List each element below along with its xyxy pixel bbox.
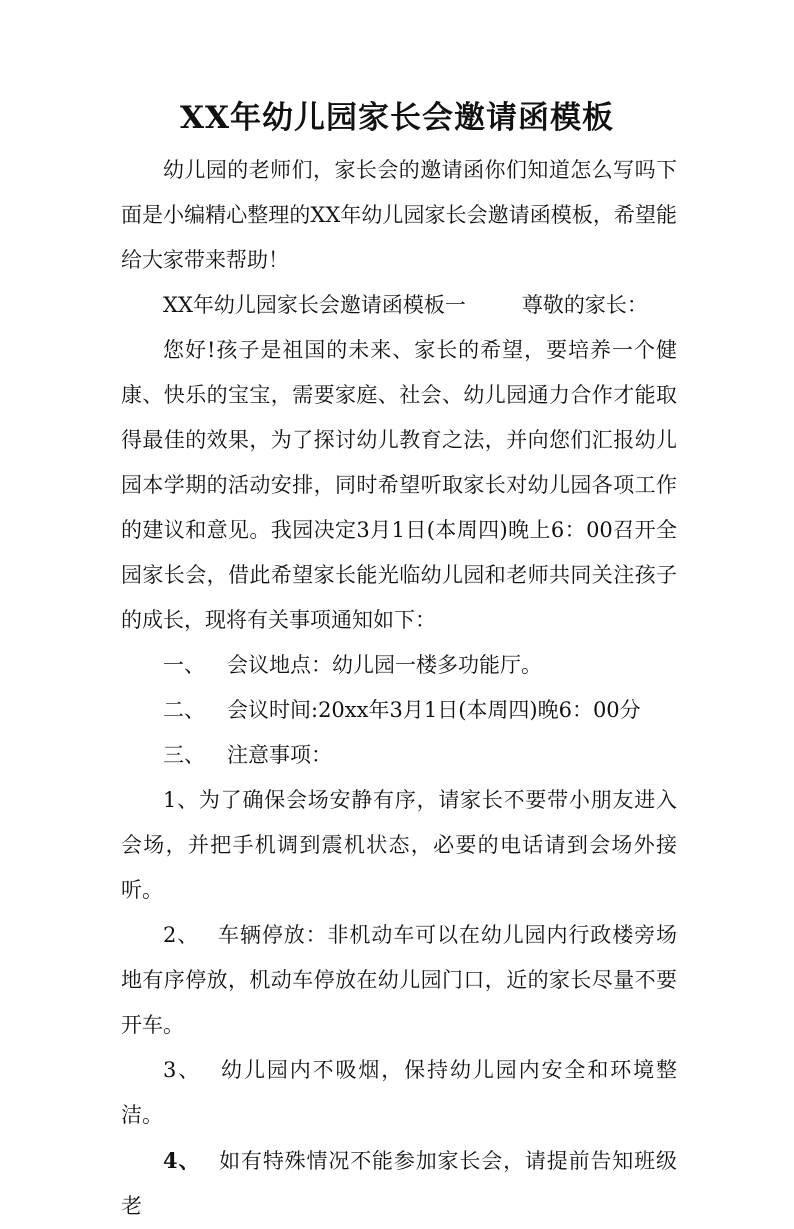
note-3 [121, 1048, 677, 1138]
greeting-paragraph: 您好!孩子是祖国的未来、家长的希望，要培养一个健康、快乐的宝宝，需要家庭、社会、幼儿园通力合作才能取得最佳的效果，为了探讨幼儿教育之法，并向您们汇报幼儿园本学期的活动安排，同时希望听取家长对幼儿园各项工作的建议和意见。我园决定3月1日(本周四)晚上6：00召开全园家长会，借此希望家长能光临幼儿园和老师共同关注孩子的成长，现将有关事项通知如下： [121, 338, 677, 632]
item-venue [121, 643, 677, 688]
note-marker: 1、 [163, 788, 199, 812]
note-marker: 2、 [163, 923, 200, 947]
item-marker: 二、 [163, 698, 205, 722]
item-text: 会议地点：幼儿园一楼多功能厅。 [227, 653, 542, 677]
note-1 [121, 778, 677, 913]
note-marker: 4、 [163, 1148, 201, 1173]
item-notes-heading [121, 733, 677, 778]
note-text: 车辆停放：非机动车可以在幼儿园内行政楼旁场地有序停放，机动车停放在幼儿园门口，近的家长尽量不要开车。 [121, 923, 677, 1037]
item-text: 注意事项： [227, 743, 332, 767]
note-text: 为了确保会场安静有序，请家长不要带小朋友进入会场，并把手机调到震机状态，必要的电话请到会场外接听。 [121, 788, 677, 902]
note-text: 如有特殊情况不能参加家长会，请提前告知班级老 [121, 1149, 677, 1218]
salutation: 尊敬的家长： [521, 293, 648, 317]
section-heading: XX年幼儿园家长会邀请函模板一 [163, 293, 466, 317]
note-text: 幼儿园内不吸烟，保持幼儿园内安全和环境整洁。 [121, 1058, 677, 1127]
document-body [121, 148, 677, 1229]
note-4 [121, 1138, 677, 1229]
note-marker: 3、 [163, 1058, 202, 1082]
item-text: 会议时间:20xx年3月1日(本周四)晚6：00分 [227, 698, 641, 722]
item-marker: 三、 [163, 743, 205, 767]
document-title: XX年幼儿园家长会邀请函模板 [179, 100, 615, 136]
intro-paragraph: 幼儿园的老师们，家长会的邀请函你们知道怎么写吗下面是小编精心整理的XX年幼儿园家长会邀请函模板，希望能给大家带来帮助！ [121, 158, 677, 272]
item-time [121, 688, 677, 733]
section-heading-line [121, 283, 677, 328]
note-2 [121, 913, 677, 1048]
item-marker: 一、 [163, 653, 205, 677]
